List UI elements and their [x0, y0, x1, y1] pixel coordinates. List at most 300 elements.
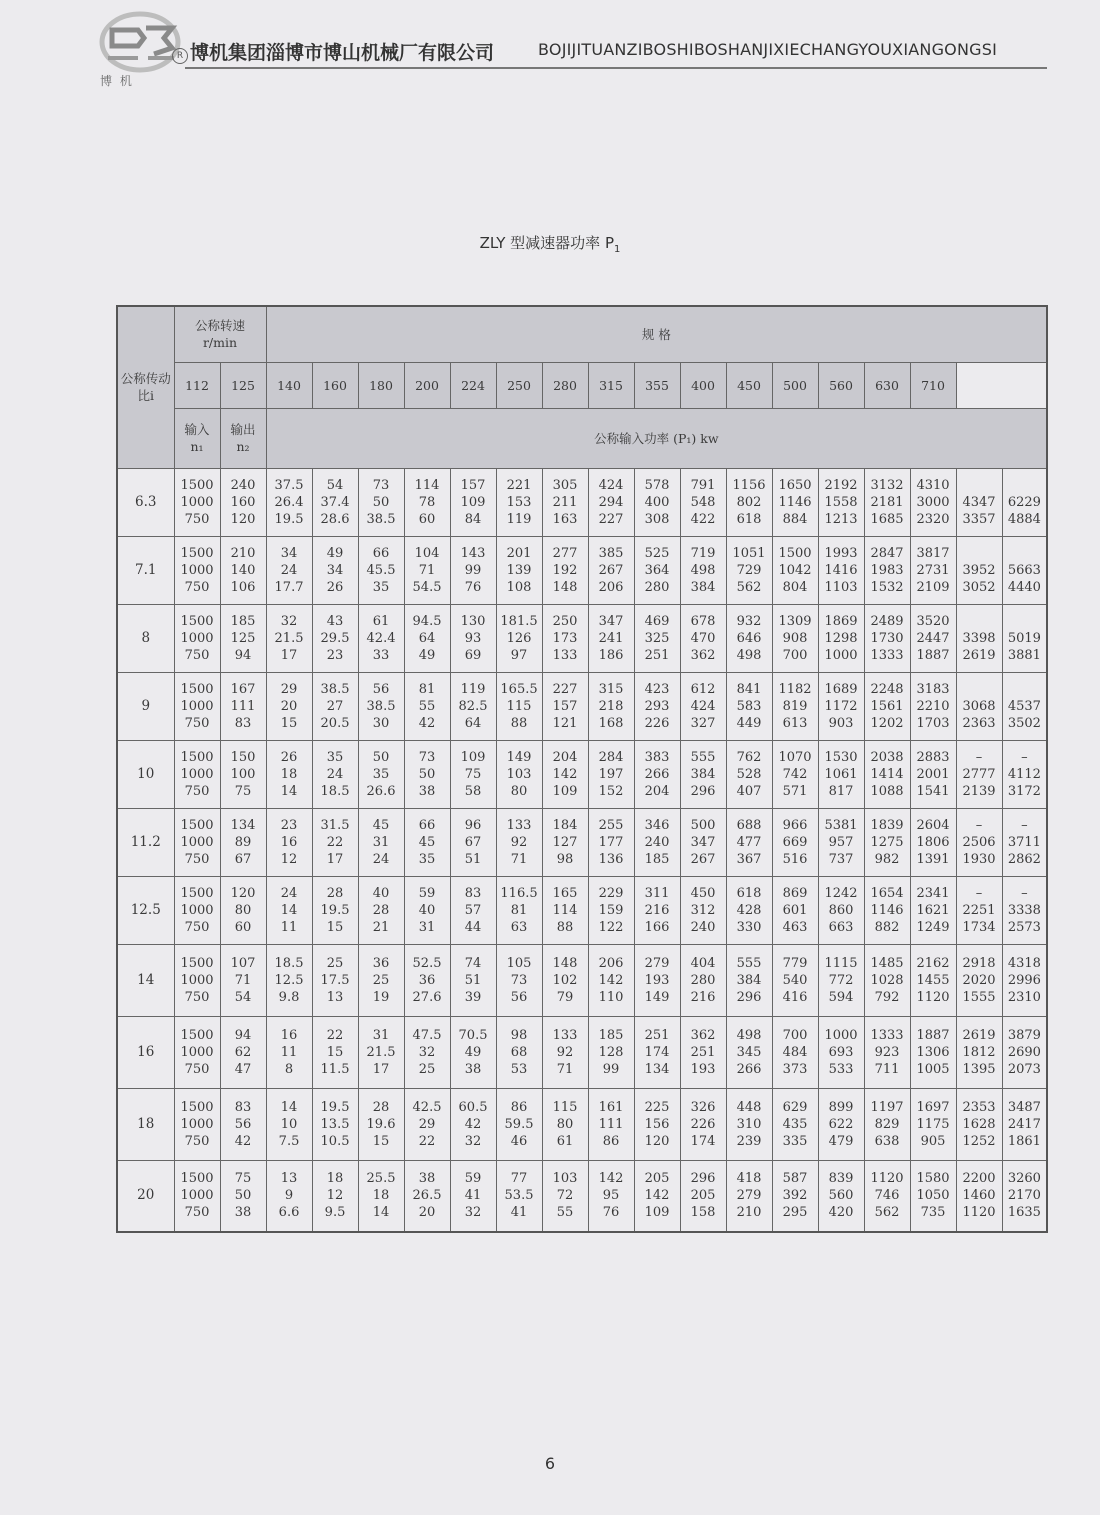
power-value: 678: [690, 613, 716, 629]
power-value: 5019: [1007, 630, 1041, 646]
speed-value: 750: [184, 989, 210, 1005]
spec-cell: 560: [818, 362, 864, 408]
power-value: 27: [326, 698, 344, 714]
power-value: [1003, 477, 1047, 494]
power-cell: [266, 672, 312, 740]
power-value: 364: [644, 562, 670, 578]
power-value: 127: [552, 834, 578, 850]
power-value: 525: [644, 545, 670, 561]
power-value: 400: [644, 494, 670, 510]
power-value: 449: [736, 715, 762, 731]
power-value: 1051: [732, 545, 766, 561]
power-cell: [1002, 876, 1047, 944]
power-value: 157: [460, 477, 486, 493]
speed-value: 750: [184, 511, 210, 527]
power-value: 226: [690, 1116, 716, 1132]
power-cell: [450, 1088, 496, 1160]
power-value: 59: [464, 1171, 482, 1187]
power-value: 1635: [1007, 1205, 1041, 1221]
speed-value: 1500: [180, 1027, 214, 1043]
power-cell: [772, 536, 818, 604]
power-value: 1555: [962, 989, 996, 1005]
power-cell: [496, 808, 542, 876]
ratio-cell: 8: [117, 604, 174, 672]
power-cell: [588, 536, 634, 604]
power-value: 392: [782, 1188, 808, 1204]
power-cell: [726, 1160, 772, 1232]
power-value: 49: [418, 647, 436, 663]
power-cell: [358, 1016, 404, 1088]
power-value: 76: [464, 579, 482, 595]
speed-value: 750: [184, 1061, 210, 1077]
power-cell: [404, 876, 450, 944]
power-value: 28.6: [320, 511, 350, 527]
power-cell: [312, 672, 358, 740]
power-cell: [358, 740, 404, 808]
power-value: 32: [464, 1133, 482, 1149]
power-value: 3520: [916, 613, 950, 629]
power-value: 255: [598, 817, 624, 833]
power-value: 2320: [916, 511, 950, 527]
power-cell: [404, 1160, 450, 1232]
power-value: 20: [280, 698, 298, 714]
power-value: 14: [280, 902, 298, 918]
power-value: 2447: [916, 630, 950, 646]
power-value: 2690: [1007, 1044, 1041, 1060]
power-value: 1558: [824, 494, 858, 510]
power-value: 1061: [824, 766, 858, 782]
power-value: 1197: [870, 1099, 904, 1115]
spec-cell: 355: [634, 362, 680, 408]
power-value: 56: [510, 989, 528, 1005]
power-cell: [818, 808, 864, 876]
power-cell: [634, 604, 680, 672]
power-value: 239: [736, 1133, 762, 1149]
power-value: 284: [598, 749, 624, 765]
power-cell: [266, 876, 312, 944]
power-value: 422: [690, 511, 716, 527]
power-value: 746: [874, 1188, 900, 1204]
power-value: 1306: [916, 1044, 950, 1060]
power-value: 737: [828, 851, 854, 867]
power-cell: [956, 1160, 1002, 1232]
power-value: 211: [552, 494, 578, 510]
output-speed-cell: [220, 876, 266, 944]
power-cell: [312, 1088, 358, 1160]
power-value: 1460: [962, 1188, 996, 1204]
power-value: 347: [690, 834, 716, 850]
power-cell: [910, 536, 956, 604]
power-value: 4318: [1007, 955, 1041, 971]
power-value: 69: [464, 647, 482, 663]
power-cell: [588, 1016, 634, 1088]
ratio-cell: 11.2: [117, 808, 174, 876]
table-row: [117, 876, 1047, 944]
table-title: [0, 232, 1100, 255]
power-value: 1242: [824, 885, 858, 901]
power-value: 35: [418, 851, 436, 867]
power-value: 2573: [1007, 919, 1041, 935]
power-value: 18.5: [320, 783, 350, 799]
power-value: 193: [690, 1061, 716, 1077]
power-value: 159: [598, 902, 624, 918]
power-value: 32: [418, 1044, 436, 1060]
power-cell: [726, 672, 772, 740]
power-value: 73: [510, 972, 528, 988]
power-value: 1730: [870, 630, 904, 646]
power-value: 71: [418, 562, 436, 578]
speed-value: 56: [234, 1116, 252, 1132]
power-cell: [634, 1016, 680, 1088]
power-value: 103: [552, 1171, 578, 1187]
power-cell: [404, 468, 450, 536]
power-value: 38: [464, 1061, 482, 1077]
page-header: [0, 0, 1100, 110]
power-value: 1530: [824, 749, 858, 765]
power-cell: [726, 468, 772, 536]
speed-value: 1000: [180, 902, 214, 918]
speed-value: 1500: [180, 817, 214, 833]
speed-value: 750: [184, 579, 210, 595]
power-value: 136: [598, 851, 624, 867]
speed-value: 750: [184, 1133, 210, 1149]
power-value: 28: [372, 1099, 390, 1115]
power-value: 186: [598, 647, 624, 663]
power-value: 95: [602, 1188, 620, 1204]
power-value: –: [975, 817, 983, 833]
power-value: 1812: [962, 1044, 996, 1060]
power-value: 1146: [870, 902, 904, 918]
power-value: 97: [510, 647, 528, 663]
power-cell: [358, 468, 404, 536]
power-value: 2619: [962, 1027, 996, 1043]
power-value: 24: [326, 766, 344, 782]
power-header: 公称输入功率 (P₁) kw: [266, 408, 1047, 468]
power-value: 18.5: [274, 955, 304, 971]
power-value: 21: [372, 919, 390, 935]
speed-value: 50: [234, 1188, 252, 1204]
power-value: 157: [552, 698, 578, 714]
speed-value: 140: [230, 562, 256, 578]
power-value: 168: [598, 715, 624, 731]
power-value: 2619: [962, 647, 996, 663]
power-value: 50: [372, 749, 390, 765]
power-value: 2506: [962, 834, 996, 850]
power-value: [957, 545, 1002, 562]
power-value: 76: [602, 1205, 620, 1221]
power-cell: [542, 1160, 588, 1232]
power-value: 19.5: [274, 511, 304, 527]
power-value: 99: [602, 1061, 620, 1077]
spec-cell: 710: [910, 362, 956, 408]
power-value: 32: [464, 1205, 482, 1221]
power-value: 1070: [778, 749, 812, 765]
power-cell: [680, 1016, 726, 1088]
input-speed-header: 输入 n₁: [174, 408, 220, 468]
power-value: 42: [464, 1116, 482, 1132]
power-value: 148: [552, 579, 578, 595]
power-value: 104: [414, 545, 440, 561]
power-value: 562: [736, 579, 762, 595]
table-title-text: ZLY 型减速器功率 P: [479, 234, 614, 252]
power-cell: [588, 1160, 634, 1232]
power-value: 3398: [962, 630, 996, 646]
power-cell: [358, 672, 404, 740]
power-value: 2251: [962, 902, 996, 918]
power-cell: [1002, 1160, 1047, 1232]
power-value: 24: [372, 851, 390, 867]
power-value: 19.6: [366, 1116, 396, 1132]
power-cell: [864, 1088, 910, 1160]
power-value: 119: [506, 511, 532, 527]
power-cell: [910, 876, 956, 944]
power-value: 133: [552, 1027, 578, 1043]
power-cell: [358, 808, 404, 876]
power-value: 693: [828, 1044, 854, 1060]
power-value: 24: [280, 562, 298, 578]
power-value: 791: [690, 477, 716, 493]
power-value: 479: [828, 1133, 854, 1149]
power-value: 1088: [870, 783, 904, 799]
power-value: 3952: [962, 562, 996, 578]
power-value: 802: [736, 494, 762, 510]
power-value: 227: [552, 681, 578, 697]
power-value: 1333: [870, 647, 904, 663]
power-cell: [772, 1016, 818, 1088]
power-cell: [910, 604, 956, 672]
power-value: 11: [280, 919, 298, 935]
power-value: 555: [736, 955, 762, 971]
power-cell: [496, 1088, 542, 1160]
power-value: 201: [506, 545, 532, 561]
speed-value: 94: [234, 647, 252, 663]
table-row: [117, 1016, 1047, 1088]
power-value: 20: [418, 1205, 436, 1221]
power-cell: [266, 604, 312, 672]
power-value: 2731: [916, 562, 950, 578]
power-value: 55: [556, 1205, 574, 1221]
power-cell: [818, 1088, 864, 1160]
power-value: 416: [782, 989, 808, 1005]
power-value: 735: [920, 1205, 946, 1221]
spec-cell: 200: [404, 362, 450, 408]
power-value: 9.5: [324, 1205, 346, 1221]
power-value: 1734: [962, 919, 996, 935]
power-value: 3132: [870, 477, 904, 493]
power-value: 26.5: [412, 1188, 442, 1204]
output-speed-cell: [220, 1160, 266, 1232]
speed-value: 750: [184, 783, 210, 799]
power-value: 498: [736, 647, 762, 663]
power-cell: [818, 876, 864, 944]
power-cell: [726, 1016, 772, 1088]
power-value: 37.4: [320, 494, 350, 510]
power-cell: [450, 740, 496, 808]
power-value: 882: [874, 919, 900, 935]
power-cell: [818, 468, 864, 536]
power-cell: [772, 1160, 818, 1232]
power-cell: [772, 944, 818, 1016]
power-value: 1930: [962, 851, 996, 867]
power-value: 42.4: [366, 630, 396, 646]
power-value: 29: [418, 1116, 436, 1132]
speed-value: 1000: [180, 1116, 214, 1132]
table-row: [117, 468, 1047, 536]
power-value: 205: [644, 1171, 670, 1187]
power-value: 3881: [1007, 647, 1041, 663]
power-value: 4347: [962, 494, 996, 510]
power-value: 1887: [916, 647, 950, 663]
power-value: 11: [280, 1044, 298, 1060]
power-value: 841: [736, 681, 762, 697]
power-value: 98: [510, 1027, 528, 1043]
speed-value: 1000: [180, 766, 214, 782]
power-value: 66: [418, 817, 436, 833]
power-value: 719: [690, 545, 716, 561]
power-value: 50: [372, 494, 390, 510]
input-speed-cell: [174, 876, 220, 944]
power-value: 2020: [962, 972, 996, 988]
logo-caption: 博 机: [100, 74, 134, 88]
power-value: 210: [736, 1205, 762, 1221]
power-value: 2162: [916, 955, 950, 971]
output-speed-header: 输出 n₂: [220, 408, 266, 468]
power-value: 2310: [1007, 989, 1041, 1005]
power-cell: [542, 944, 588, 1016]
output-speed-cell: [220, 740, 266, 808]
power-cell: [818, 740, 864, 808]
output-speed-cell: [220, 672, 266, 740]
power-cell: [542, 876, 588, 944]
power-cell: [496, 604, 542, 672]
table-row: [117, 1160, 1047, 1232]
power-value: 10: [280, 1116, 298, 1132]
power-cell: [542, 740, 588, 808]
power-value: 1395: [962, 1061, 996, 1077]
speed-value: 150: [230, 749, 256, 765]
power-value: 1703: [916, 715, 950, 731]
power-value: 1275: [870, 834, 904, 850]
power-value: 251: [644, 647, 670, 663]
power-value: 226: [644, 715, 670, 731]
power-value: 50: [418, 766, 436, 782]
power-value: 60: [418, 511, 436, 527]
power-value: 1580: [916, 1171, 950, 1187]
power-value: 26.6: [366, 783, 396, 799]
spec-cell: 400: [680, 362, 726, 408]
power-value: 384: [690, 579, 716, 595]
power-value: 51: [464, 972, 482, 988]
speed-value: 107: [230, 955, 256, 971]
ratio-cell: 20: [117, 1160, 174, 1232]
power-value: 139: [506, 562, 532, 578]
power-value: 56: [372, 681, 390, 697]
header-divider: [185, 67, 1047, 69]
power-value: 46: [510, 1133, 528, 1149]
power-cell: [450, 944, 496, 1016]
speed-value: 42: [234, 1133, 252, 1149]
power-value: 312: [690, 902, 716, 918]
speed-value: 106: [230, 579, 256, 595]
power-value: 1182: [778, 681, 812, 697]
power-value: 2996: [1007, 972, 1041, 988]
power-value: 32: [280, 613, 298, 629]
power-cell: [910, 1088, 956, 1160]
power-value: 700: [782, 647, 808, 663]
power-value: 88: [510, 715, 528, 731]
power-value: 35: [372, 579, 390, 595]
power-cell: [910, 944, 956, 1016]
power-value: 111: [598, 1116, 624, 1132]
power-value: 1298: [824, 630, 858, 646]
power-value: 267: [598, 562, 624, 578]
power-cell: [542, 468, 588, 536]
power-value: 103: [506, 766, 532, 782]
power-value: 932: [736, 613, 762, 629]
power-value: 133: [506, 817, 532, 833]
power-value: 2417: [1007, 1116, 1041, 1132]
power-cell: [772, 1088, 818, 1160]
power-value: 86: [602, 1133, 620, 1149]
power-value: 13.5: [320, 1116, 350, 1132]
power-value: 10.5: [320, 1133, 350, 1149]
power-cell: [864, 808, 910, 876]
speed-value: 1500: [180, 1099, 214, 1115]
power-value: 279: [736, 1188, 762, 1204]
power-cell: [588, 944, 634, 1016]
ratio-cell: 18: [117, 1088, 174, 1160]
power-value: 1806: [916, 834, 950, 850]
power-value: 25: [418, 1061, 436, 1077]
power-value: 34: [326, 562, 344, 578]
power-value: 3357: [962, 511, 996, 527]
speed-value: 210: [230, 545, 256, 561]
power-value: 923: [874, 1044, 900, 1060]
power-cell: [542, 1088, 588, 1160]
power-value: 251: [690, 1044, 716, 1060]
power-value: [957, 477, 1002, 494]
power-cell: [450, 536, 496, 604]
power-cell: [404, 604, 450, 672]
power-value: 2170: [1007, 1188, 1041, 1204]
power-value: 83: [464, 885, 482, 901]
speed-value: 1000: [180, 494, 214, 510]
power-cell: [910, 1160, 956, 1232]
power-value: 266: [736, 1061, 762, 1077]
power-value: 142: [552, 766, 578, 782]
spec-cell: 250: [496, 362, 542, 408]
power-value: 79: [556, 989, 574, 1005]
power-value: 24: [280, 885, 298, 901]
power-value: 516: [782, 851, 808, 867]
output-speed-cell: [220, 1088, 266, 1160]
power-value: 9.8: [278, 989, 300, 1005]
power-value: 1485: [870, 955, 904, 971]
power-value: 197: [598, 766, 624, 782]
power-value: 133: [552, 647, 578, 663]
power-value: 1000: [824, 1027, 858, 1043]
page-number: 6: [544, 1454, 556, 1473]
output-speed-cell: [220, 536, 266, 604]
power-value: 26.4: [274, 494, 304, 510]
power-value: 1500: [778, 545, 812, 561]
power-cell: [772, 604, 818, 672]
power-cell: [588, 672, 634, 740]
power-value: 55: [418, 698, 436, 714]
power-cell: [266, 740, 312, 808]
speed-value: 47: [234, 1061, 252, 1077]
power-value: 1120: [916, 989, 950, 1005]
